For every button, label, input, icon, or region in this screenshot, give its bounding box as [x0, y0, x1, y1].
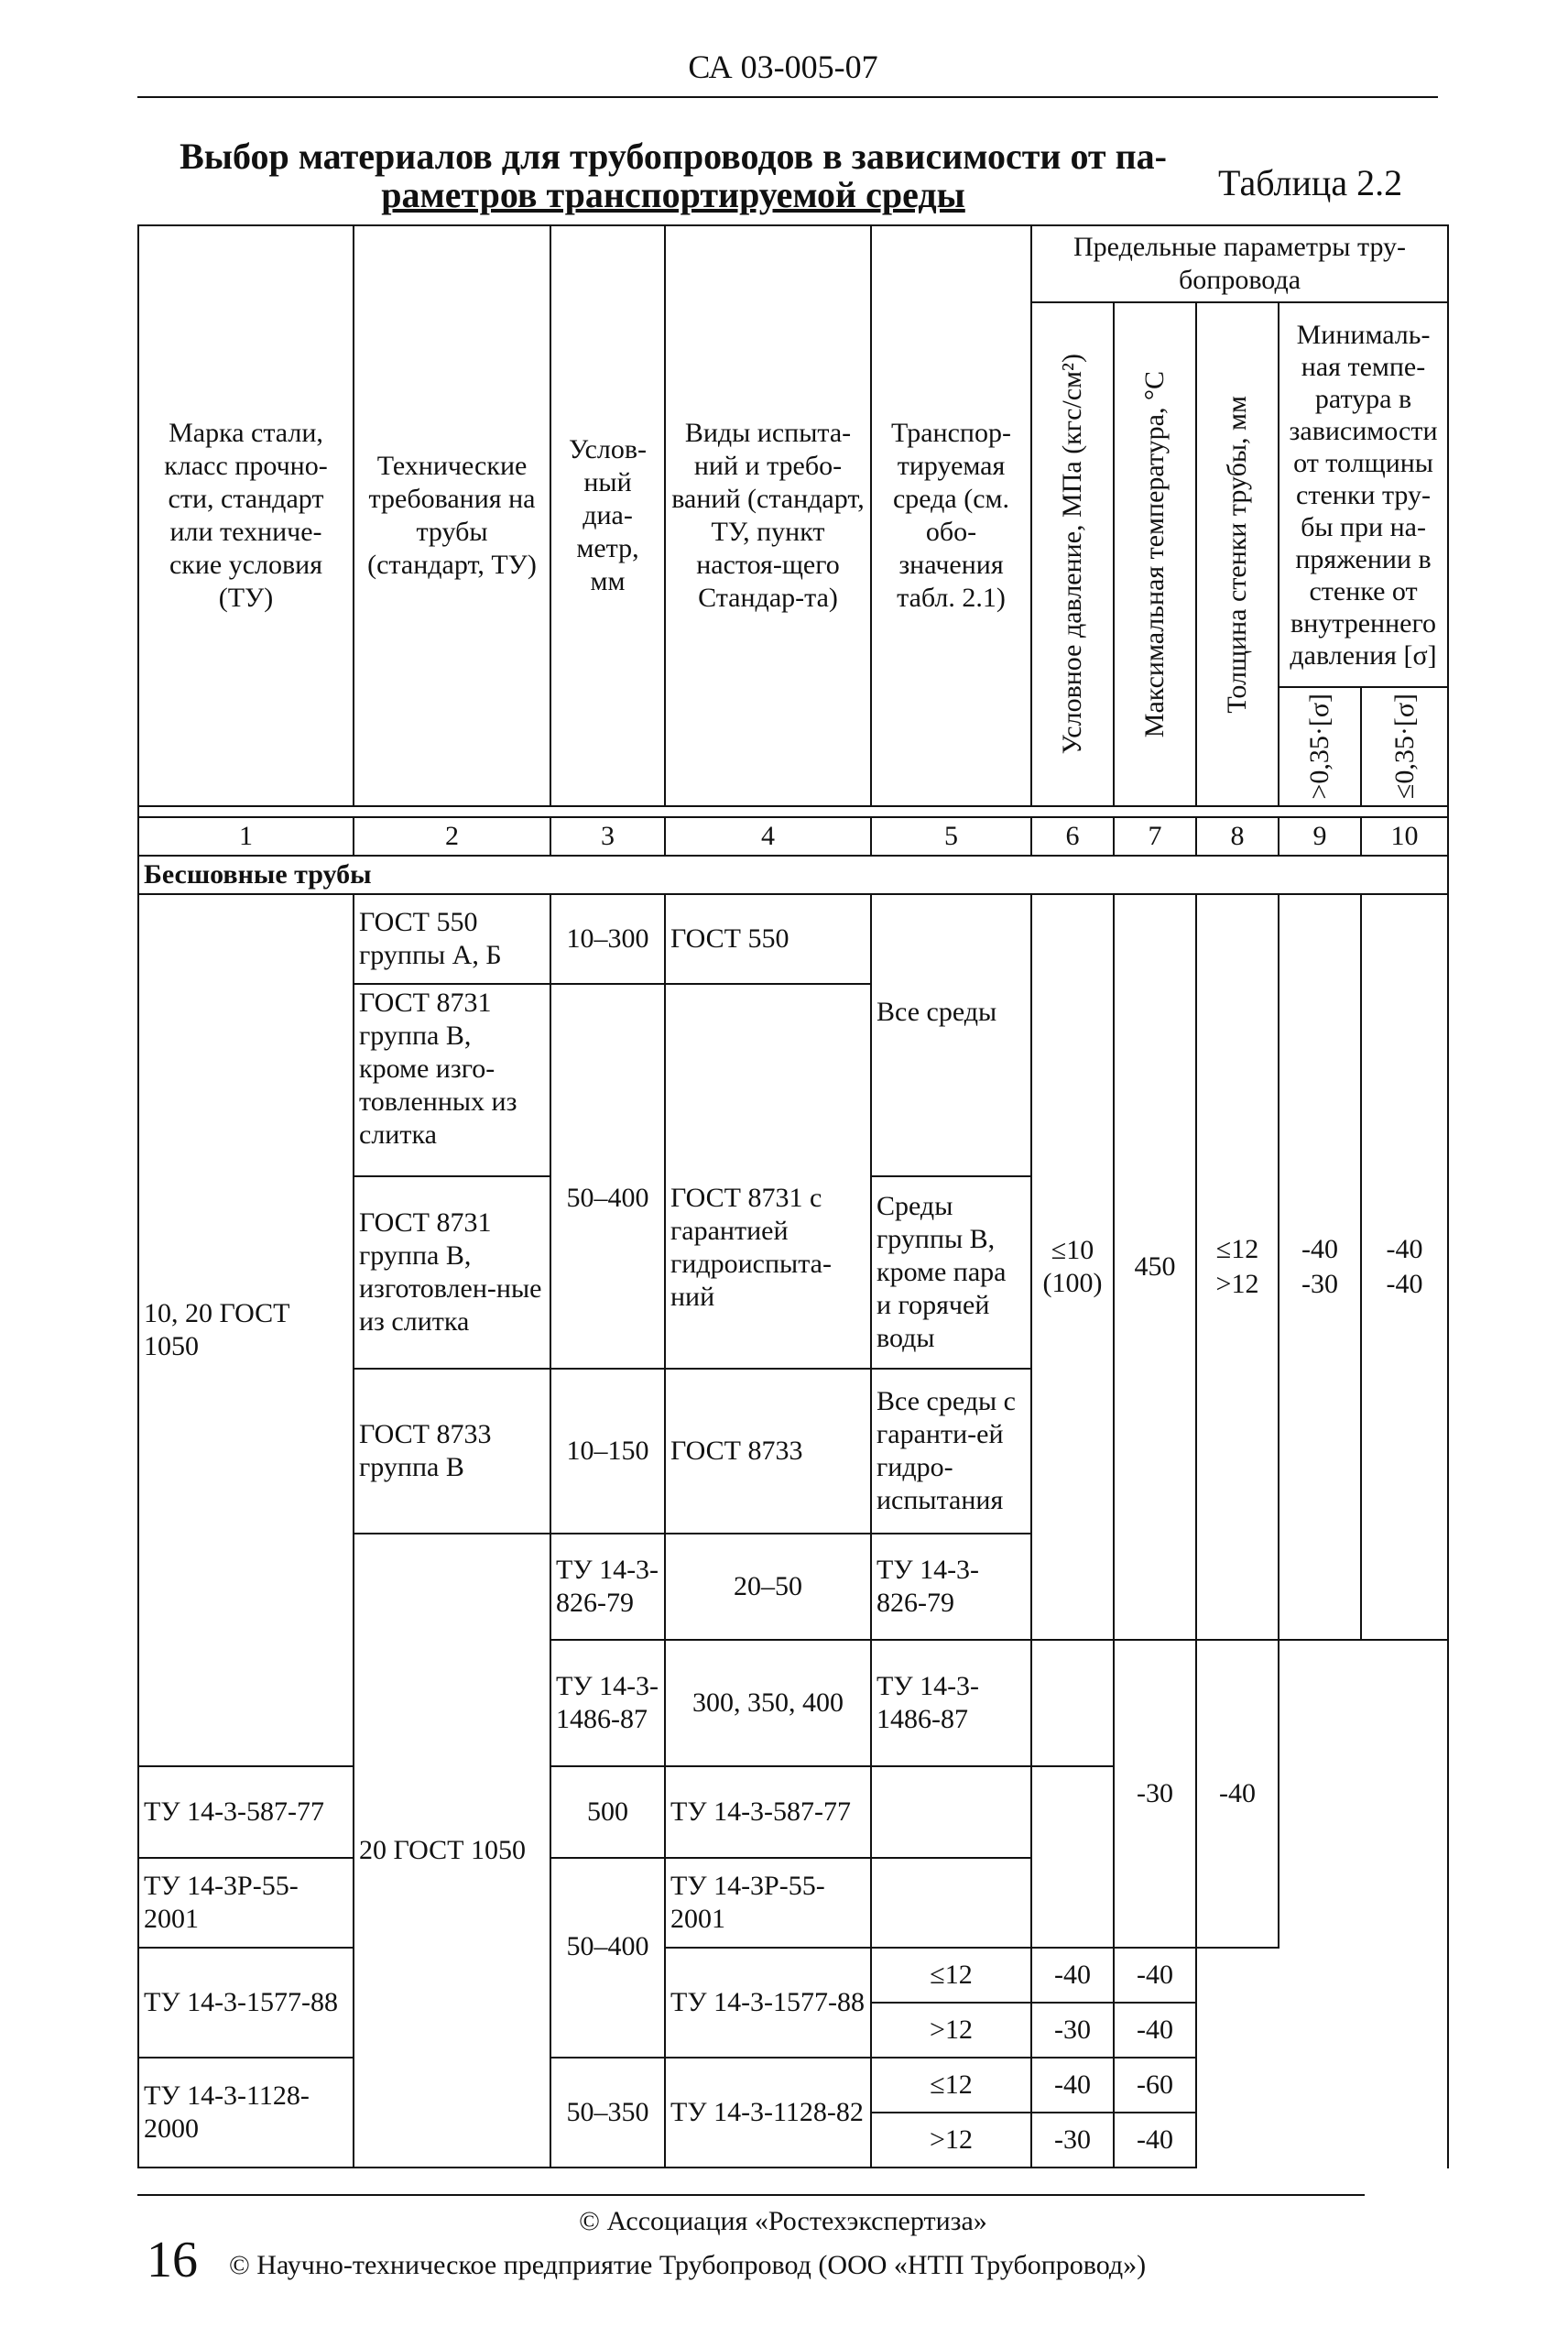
thickness-gt-12: >12: [871, 2003, 1031, 2058]
temperature-450: 450: [1114, 894, 1196, 1640]
min-temp-high-stress: -30: [1031, 2113, 1114, 2168]
diameter-500: 500: [550, 1766, 665, 1858]
requirement-gost-550: ГОСТ 550 группы А, Б: [354, 894, 550, 984]
col-number: 6: [1031, 817, 1114, 856]
min-temp-high-stress: -30: [1031, 2003, 1114, 2058]
requirement-tu-826: ТУ 14-3-826-79: [550, 1534, 665, 1640]
requirement-gost-8731-ingot: ГОСТ 8731 группа В, изготовлен-ные из слитка: [354, 1176, 550, 1369]
test-tu-3r-55: ТУ 14-3Р-55-2001: [665, 1858, 871, 1948]
table-label: Таблица 2.2: [1218, 162, 1403, 203]
col-header-temperature-text: Максимальная температура, °С: [1139, 370, 1170, 738]
test-gost-8731: ГОСТ 8731 с гарантией гидроиспыта-ний: [665, 984, 871, 1369]
thickness-empty: [1031, 1640, 1114, 1766]
thickness-empty: [871, 1766, 1031, 1858]
col-header-stress-high: [1279, 687, 1361, 806]
materials-table: [137, 224, 1449, 2168]
col-header-stress-low: [1361, 687, 1448, 806]
col-header-stress-high-text: >0,35·[σ]: [1304, 693, 1334, 800]
col-header-limits-group: Предельные параметры тру-бопровода: [1031, 225, 1448, 302]
requirement-tu-1486: ТУ 14-3-1486-87: [550, 1640, 665, 1766]
diameter-300-350-400: 300, 350, 400: [665, 1640, 871, 1766]
min-temp-high-stress-mid: -30: [1114, 1640, 1196, 1948]
diameter-10-300: 10–300: [550, 894, 665, 984]
col-number: 5: [871, 817, 1031, 856]
footer-copyright-association: © Ассоциация «Ростехэкспертиза»: [579, 2206, 987, 2236]
page-number: 16: [147, 2232, 198, 2288]
min-temp-low-stress: -40: [1114, 1948, 1196, 2003]
test-tu-1486: ТУ 14-3-1486-87: [871, 1640, 1031, 1766]
col-header-steel: Марка стали, класс прочно-сти, стандарт или техниче-ские условия (ТУ): [138, 225, 354, 806]
requirement-tu-587: ТУ 14-3-587-77: [138, 1766, 354, 1858]
col-header-stress-low-text: ≤0,35·[σ]: [1388, 693, 1420, 800]
medium-all-hydrotest: Все среды с гаранти-ей гидро-испытания: [871, 1369, 1031, 1534]
col-number: 7: [1114, 817, 1196, 856]
col-number: 1: [138, 817, 354, 856]
steel-grade-20: 20 ГОСТ 1050: [354, 1534, 550, 2168]
medium-all: Все среды: [871, 894, 1031, 1176]
col-header-tests: Виды испыта-ний и требо-ваний (стандарт, ТУ, пункт настоя-щего Стандар-та): [665, 225, 871, 806]
test-gost-550: ГОСТ 550: [665, 894, 871, 984]
footer-copyright-company: © Научно-техническое предприятие Трубопровод (ООО «НТП Трубопровод»): [229, 2250, 1147, 2280]
diameter-20-50: 20–50: [665, 1534, 871, 1640]
thickness-values: ≤12 >12: [1196, 894, 1279, 1640]
thickness-le-12: ≤12: [871, 2058, 1031, 2113]
requirement-tu-3r-55: ТУ 14-3Р-55-2001: [138, 1858, 354, 1948]
header-separator: [138, 806, 1448, 817]
col-header-pressure-text: Условное давление, МПа (кгс/см²): [1057, 354, 1087, 755]
col-number: 4: [665, 817, 871, 856]
diameter-50-350: 50–350: [550, 2058, 665, 2168]
steel-grade-10-20: 10, 20 ГОСТ 1050: [138, 894, 354, 1766]
header-rule: [137, 96, 1438, 98]
test-gost-8733: ГОСТ 8733: [665, 1369, 871, 1534]
footer-rule: [137, 2194, 1365, 2196]
min-temp-low-stress: -40 -40: [1361, 894, 1448, 1640]
min-temp-low-stress: -60: [1114, 2058, 1196, 2113]
col-header-thickness-text: Толщина стенки трубы, мм: [1222, 395, 1252, 714]
medium-group-v: Среды группы В, кроме пара и горячей воды: [871, 1176, 1031, 1369]
col-number: 2: [354, 817, 550, 856]
col-header-min-temp-group: Минималь-ная темпе-ратура в зависимости от толщины стенки тру-бы при на-пряжении в стенке от внутреннего давления [σ]: [1279, 302, 1448, 687]
col-header-pressure: [1031, 302, 1114, 806]
min-temp-low-stress-mid: -40: [1196, 1640, 1279, 1948]
col-header-temperature: [1114, 302, 1196, 806]
test-tu-587: ТУ 14-3-587-77: [665, 1766, 871, 1858]
thickness-gt-12: >12: [871, 2113, 1031, 2168]
title-line-2: раметров транспортируемой среды: [381, 174, 965, 215]
col-header-diameter: Услов-ный диа-метр, мм: [550, 225, 665, 806]
section-seamless-pipes: Бесшовные трубы: [138, 856, 1448, 894]
col-number: 10: [1361, 817, 1448, 856]
min-temp-high-stress: -40: [1031, 1948, 1114, 2003]
test-tu-826: ТУ 14-3-826-79: [871, 1534, 1031, 1640]
diameter-50-400: 50–400: [550, 984, 665, 1369]
min-temp-low-stress: -40: [1114, 2003, 1196, 2058]
document-code: СА 03-005-07: [688, 49, 878, 85]
col-number: 8: [1196, 817, 1279, 856]
col-header-requirements: Технические требования на трубы (стандарт, ТУ): [354, 225, 550, 806]
min-temp-high-stress: -40: [1031, 2058, 1114, 2113]
min-temp-high-stress: -40 -30: [1279, 894, 1361, 1640]
requirement-gost-8731-non-ingot: ГОСТ 8731 группа В, кроме изго-товленных из слитка: [354, 984, 550, 1176]
test-tu-1128: ТУ 14-3-1128-82: [665, 2058, 871, 2168]
title-line-1: Выбор материалов для трубопроводов в зависимости от па-: [180, 136, 1167, 177]
requirement-tu-1577: ТУ 14-3-1577-88: [138, 1948, 354, 2058]
thickness-empty: [871, 1858, 1031, 1948]
col-header-medium: Транспор-тируемая среда (см. обо-значения табл. 2.1): [871, 225, 1031, 806]
pressure-le-10: ≤10 (100): [1031, 894, 1114, 1640]
diameter-10-150: 10–150: [550, 1369, 665, 1534]
table-title: [156, 137, 1191, 214]
requirement-gost-8733: ГОСТ 8733 группа В: [354, 1369, 550, 1534]
col-number: 3: [550, 817, 665, 856]
thickness-le-12: ≤12: [871, 1948, 1031, 2003]
requirement-tu-1128: ТУ 14-3-1128-2000: [138, 2058, 354, 2168]
min-temp-low-stress: -40: [1114, 2113, 1196, 2168]
diameter-50-400-group2: 50–400: [550, 1858, 665, 2058]
col-header-thickness: [1196, 302, 1279, 806]
test-tu-1577: ТУ 14-3-1577-88: [665, 1948, 871, 2058]
col-number: 9: [1279, 817, 1361, 856]
